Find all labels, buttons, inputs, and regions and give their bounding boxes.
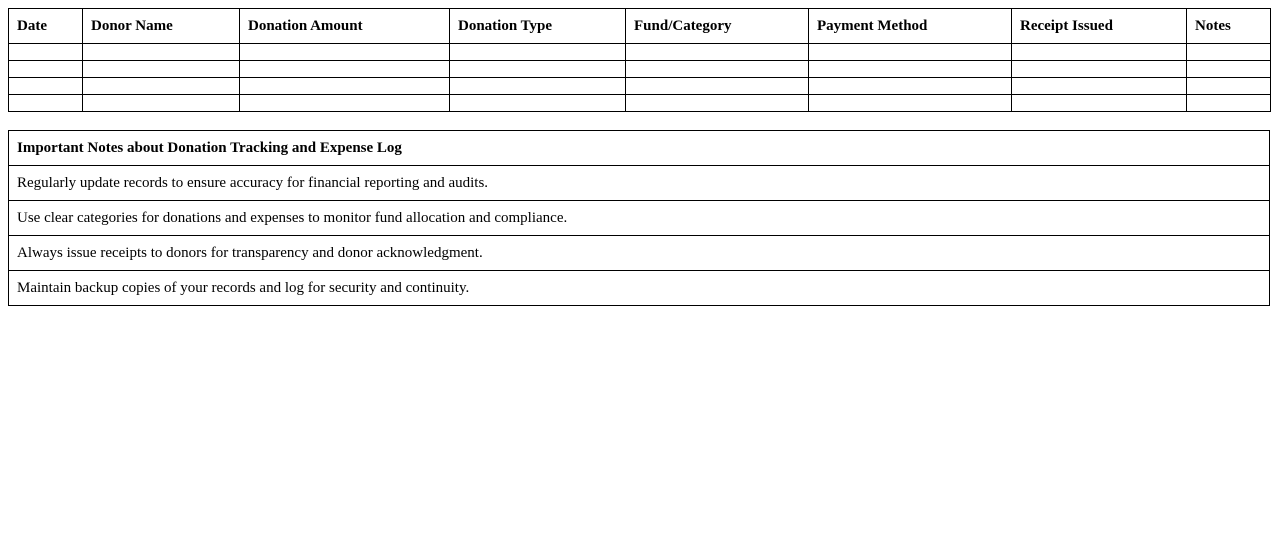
table-cell[interactable] <box>240 78 450 95</box>
table-cell[interactable] <box>1012 61 1187 78</box>
notes-table <box>8 130 1270 306</box>
table-cell[interactable] <box>9 95 83 112</box>
table-cell[interactable] <box>83 61 240 78</box>
column-header-payment-method: Payment Method <box>809 9 1012 44</box>
note-item: Use clear categories for donations and expenses to monitor fund allocation and compliance. <box>9 201 1270 236</box>
table-row <box>9 61 1271 78</box>
notes-heading: Important Notes about Donation Tracking and Expense Log <box>9 131 1270 166</box>
note-row <box>9 236 1270 271</box>
donation-table <box>8 8 1271 112</box>
note-item: Regularly update records to ensure accuracy for financial reporting and audits. <box>9 166 1270 201</box>
table-cell[interactable] <box>1187 95 1271 112</box>
table-cell[interactable] <box>450 44 626 61</box>
table-row <box>9 95 1271 112</box>
column-header-donation-amount: Donation Amount <box>240 9 450 44</box>
table-row <box>9 78 1271 95</box>
table-cell[interactable] <box>626 44 809 61</box>
table-cell[interactable] <box>809 78 1012 95</box>
note-item: Maintain backup copies of your records and log for security and continuity. <box>9 271 1270 306</box>
table-cell[interactable] <box>1012 78 1187 95</box>
table-cell[interactable] <box>809 44 1012 61</box>
column-header-receipt-issued: Receipt Issued <box>1012 9 1187 44</box>
table-cell[interactable] <box>450 95 626 112</box>
table-cell[interactable] <box>9 61 83 78</box>
table-cell[interactable] <box>450 78 626 95</box>
table-cell[interactable] <box>626 61 809 78</box>
table-cell[interactable] <box>240 95 450 112</box>
note-row <box>9 166 1270 201</box>
column-header-notes: Notes <box>1187 9 1271 44</box>
table-cell[interactable] <box>83 44 240 61</box>
table-cell[interactable] <box>1012 95 1187 112</box>
table-cell[interactable] <box>83 95 240 112</box>
table-cell[interactable] <box>626 95 809 112</box>
table-cell[interactable] <box>450 61 626 78</box>
table-cell[interactable] <box>9 78 83 95</box>
column-header-donor-name: Donor Name <box>83 9 240 44</box>
column-header-date: Date <box>9 9 83 44</box>
note-row <box>9 271 1270 306</box>
table-cell[interactable] <box>1187 44 1271 61</box>
table-cell[interactable] <box>240 61 450 78</box>
note-item: Always issue receipts to donors for transparency and donor acknowledgment. <box>9 236 1270 271</box>
note-row <box>9 201 1270 236</box>
table-cell[interactable] <box>1187 78 1271 95</box>
column-header-fund-category: Fund/Category <box>626 9 809 44</box>
table-cell[interactable] <box>1012 44 1187 61</box>
table-cell[interactable] <box>809 61 1012 78</box>
notes-heading-row <box>9 131 1270 166</box>
column-header-donation-type: Donation Type <box>450 9 626 44</box>
table-cell[interactable] <box>83 78 240 95</box>
header-row <box>9 9 1271 44</box>
table-cell[interactable] <box>1187 61 1271 78</box>
table-cell[interactable] <box>809 95 1012 112</box>
table-cell[interactable] <box>9 44 83 61</box>
table-row <box>9 44 1271 61</box>
table-cell[interactable] <box>626 78 809 95</box>
table-cell[interactable] <box>240 44 450 61</box>
